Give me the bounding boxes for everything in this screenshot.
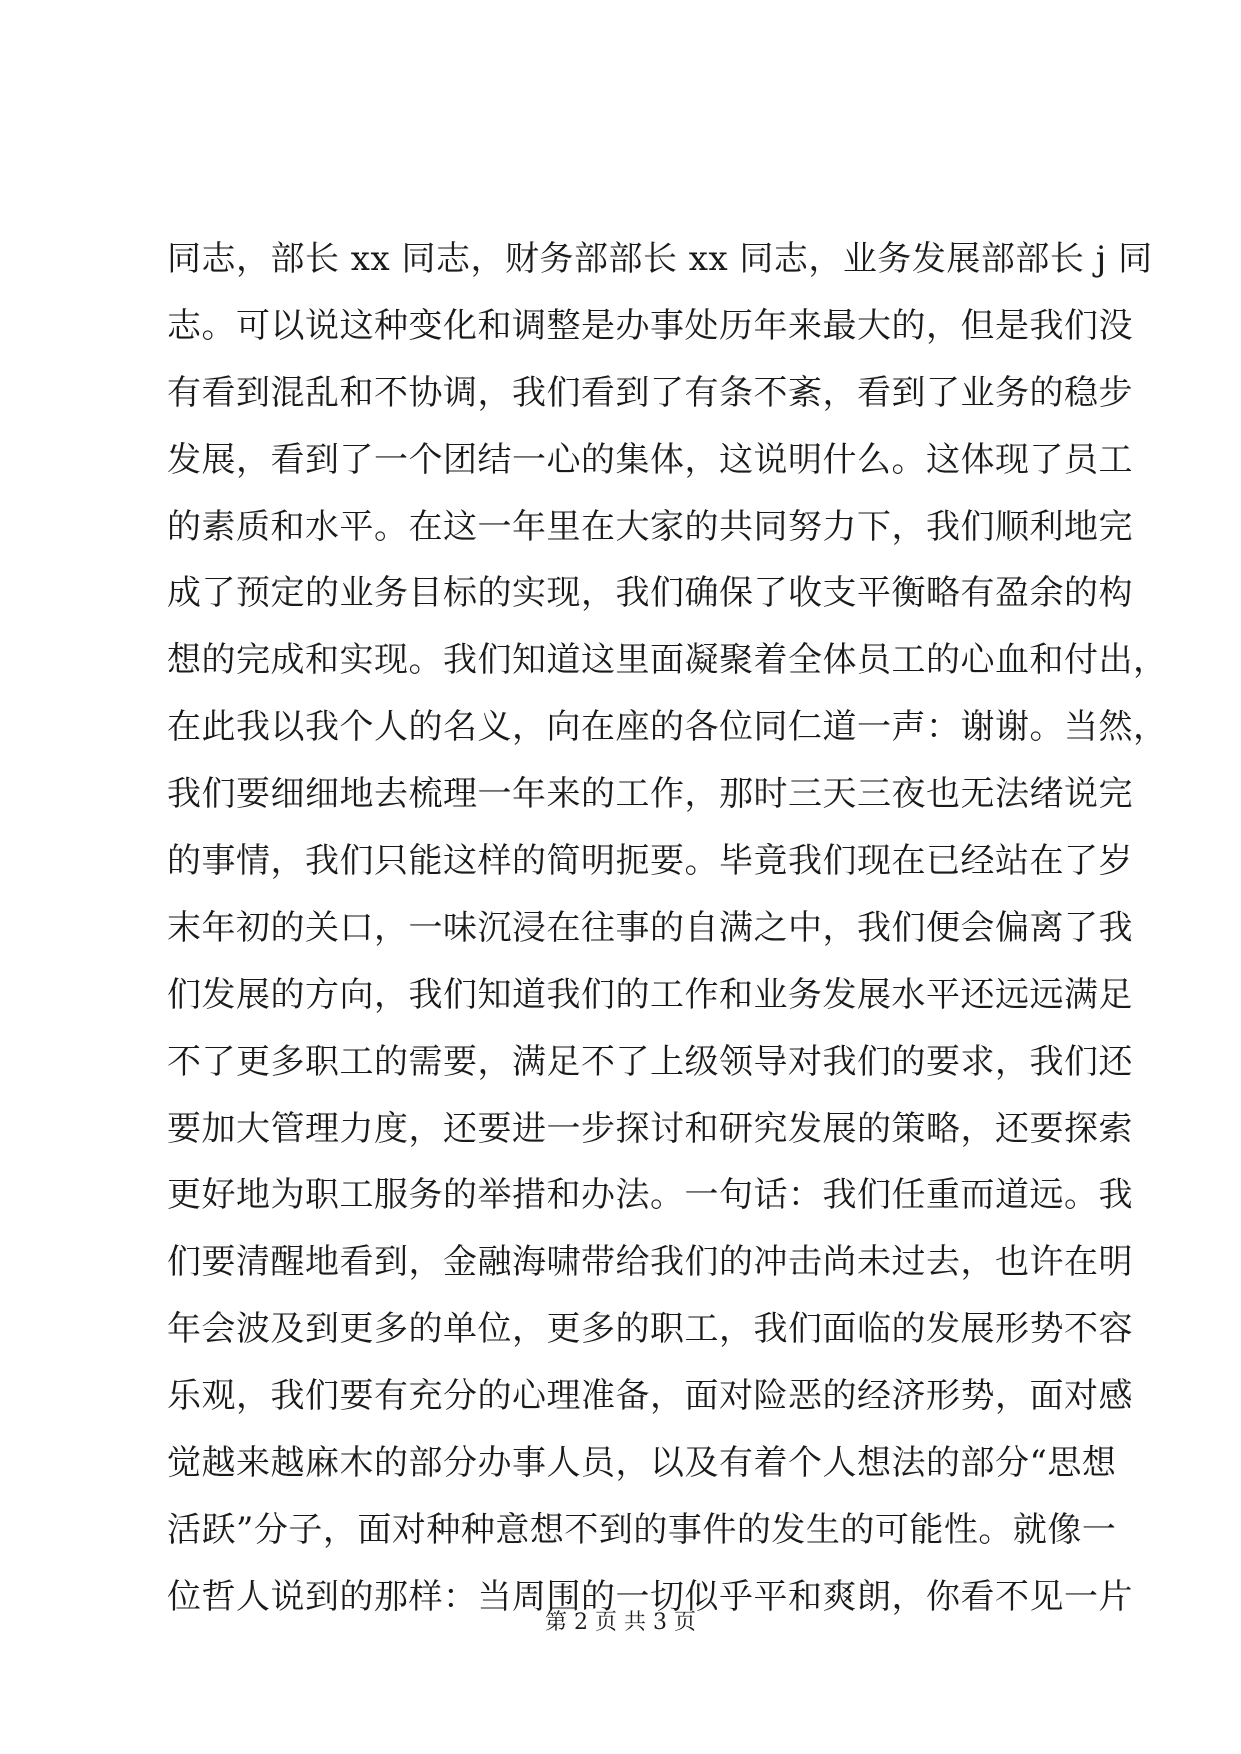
- text-line: 要加大管理力度，还要进一步探讨和研究发展的策略，还要探索: [167, 1108, 1133, 1149]
- text-line: 同志，部长 xx 同志，财务部部长 xx 同志，业务发展部部长 j 同: [167, 239, 1153, 279]
- text-line: 年会波及到更多的单位，更多的职工，我们面临的发展形势不容: [167, 1309, 1133, 1350]
- page-footer: 第 2 页 共 3 页: [545, 1610, 696, 1635]
- text-line: 活跃”分子，面对种种意想不到的事件的发生的可能性。就像一: [167, 1509, 1117, 1550]
- text-line: 乐观，我们要有充分的心理准备，面对险恶的经济形势，面对感: [167, 1376, 1133, 1417]
- text-line: 有看到混乱和不协调，我们看到了有条不紊，看到了业务的稳步: [167, 372, 1133, 413]
- text-line: 志。可以说这种变化和调整是办事处历年来最大的，但是我们没: [167, 305, 1133, 346]
- text-line: 更好地为职工服务的举措和办法。一句话：我们任重而道远。我: [167, 1175, 1133, 1216]
- text-line: 的素质和水平。在这一年里在大家的共同努力下，我们顺利地完: [167, 506, 1133, 547]
- text-line: 们要清醒地看到，金融海啸带给我们的冲击尚未过去，也许在明: [167, 1242, 1133, 1283]
- text-line: 在此我以我个人的名义，向在座的各位同仁道一声：谢谢。当然，: [167, 707, 1168, 748]
- text-line: 想的完成和实现。我们知道这里面凝聚着全体员工的心血和付出，: [167, 640, 1168, 681]
- text-line: 觉越来越麻木的部分办事人员，以及有着个人想法的部分“思想: [167, 1443, 1117, 1484]
- text-line: 的事情，我们只能这样的简明扼要。毕竟我们现在已经站在了岁: [167, 841, 1133, 882]
- text-line: 我们要细细地去梳理一年来的工作，那时三天三夜也无法绪说完: [167, 774, 1133, 815]
- text-line: 发展，看到了一个团结一心的集体，这说明什么。这体现了员工: [167, 439, 1133, 480]
- text-line: 末年初的关口，一味沉浸在往事的自满之中，我们便会偏离了我: [167, 907, 1133, 948]
- body-text: [167, 226, 1168, 1631]
- text-line: 成了预定的业务目标的实现，我们确保了收支平衡略有盈余的构: [167, 573, 1133, 614]
- text-line: 不了更多职工的需要，满足不了上级领导对我们的要求，我们还: [167, 1041, 1133, 1082]
- text-line: 位哲人说到的那样：当周围的一切似乎平和爽朗，你看不见一片: [167, 1576, 1133, 1617]
- text-line: 们发展的方向，我们知道我们的工作和业务发展水平还远远满足: [167, 974, 1133, 1015]
